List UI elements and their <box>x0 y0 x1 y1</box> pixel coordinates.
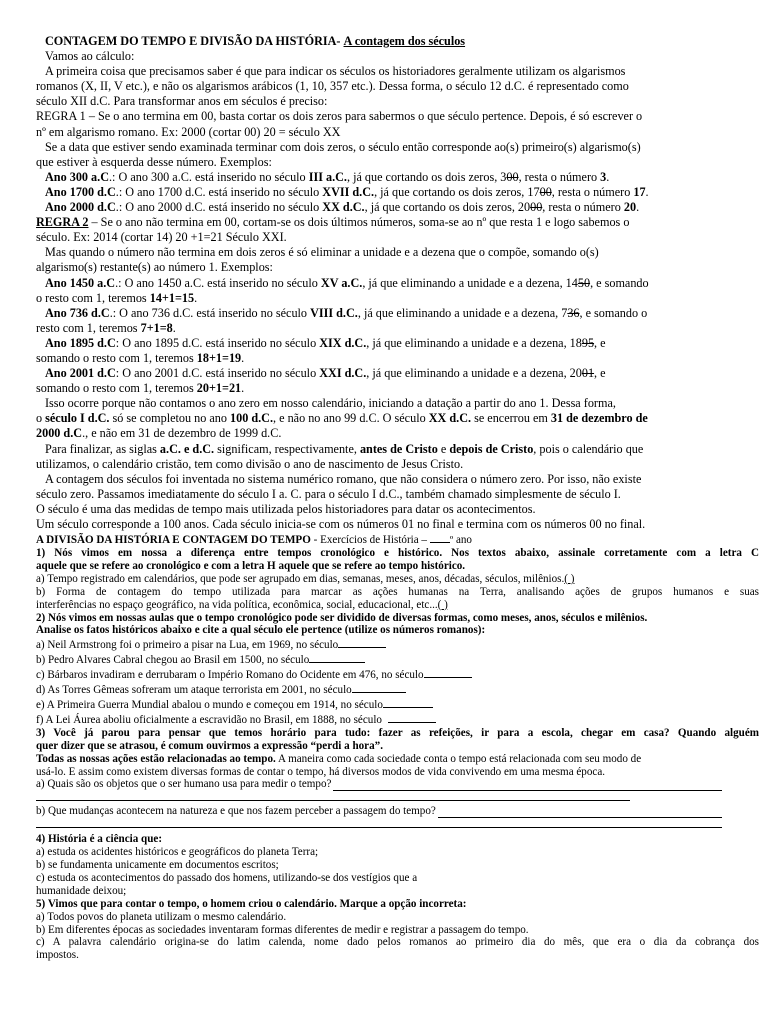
explanation-line: Um século corresponde a 100 anos. Cada século inicia-se com os números 01 no final e termina com os números 00 no final. <box>36 517 646 531</box>
rule1-line: REGRA 1 – Se o ano termina em 00, basta cortar os dois zeros para sabermos o que século pertence. Depois, é só escrever o <box>36 109 643 124</box>
intro-line: A primeira coisa que precisamos saber é que para indicar os séculos os historiadores geralmente utilizam os algarismos <box>45 64 626 79</box>
question-4-option[interactable]: c) estuda os acontecimentos do passado dos homens, utilizando-se dos vestígios que a <box>36 871 418 884</box>
question-5: 5) Vimos que para contar o tempo, o homem criou o calendário. Marque a opção incorreta: <box>36 897 467 910</box>
question-2-item: c) Bárbaros invadiram e derrubaram o Império Romano do Ocidente em 476, no século <box>36 667 759 682</box>
question-2-item: d) As Torres Gêmeas sofreram um ataque terrorista em 2001, no século <box>36 682 759 697</box>
explanation-line: o século I d.C. só se completou no ano 100 d.C., e não no ano 99 d.C. O século XX d.C. se encerrou em 31 de dezembro de <box>36 411 648 426</box>
intro-line: século XII d.C. Para transformar anos em séculos é preciso: <box>36 94 328 109</box>
century-blank[interactable] <box>352 682 406 693</box>
exercises-title: A DIVISÃO DA HISTÓRIA E CONTAGEM DO TEMPO - Exercícios de História – º ano <box>36 534 472 547</box>
exercises-section: A DIVISÃO DA HISTÓRIA E CONTAGEM DO TEMPO - Exercícios de História – º ano 1) Nós vimos em nossa a diferença entre tempos cronológico e histórico. Nos textos abaixo, assinale corretamente com a letra C aquele que se refere ao cronológico e com a letra H aquele que se refere ao tempo histórico. a) Tempo registrado em calendários, que pode ser agrupado em dias, semanas, meses, anos, décadas, séculos, milênios.( ) b) Forma de contagem do tempo utilizada para marcar as ações humanas na Terra, analisando ações de grupos humanos e suas interferências no espaço geográfico, na vida política, econômica, social, educacional, etc...( ) 2) Nós vimos em nossas aulas que o tempo cronológico pode ser dividido de diversas formas, como meses, anos, séculos e milênios. Analise os fatos históricos abaixo e cite a qual século ele pertence (utilize os números romanos): a) Neil Armstrong foi o primeiro a pisar na Lua, em 1969, no século b) Pedro Alvares Cabral chegou ao Brasil em 1500, no século c) Bárbaros invadiram e derrubaram o Império Romano do Ocidente em 476, no século d) As Torres Gêmeas sofreram um ataque terrorista em 2001, no século e) A Primeira Guerra Mundial abalou o mundo e começou em 1914, no século f) A Lei Áurea aboliu oficialmente a escravidão no Brasil, em 1888, no século 3) Você já parou para pensar que temos horário para tudo: fazer as refeições, ir para a escola, chegar em casa? Quando alguém quer dizer que se atrasou, é comum ouvirmos a expressão “perdi a hora”. Todas as nossas ações estão relacionadas ao tempo. A maneira como cada sociedade conta o tempo está relacionada com seu modo de usá-lo. E assim como existem diversas formas de contar o tempo, há diversos modos de vida convivendo em uma mesma época. a) Quais são os objetos que o ser humano usa para medir o tempo? b) Que mudanças acontecem na natureza e que nos fazem perceber a passagem do tempo? 4) História é a ciência que: a) estuda os acidentes históricos e geográficos do planeta Terra; b) se fundamenta unicamente em documentos escritos; c) estuda os acontecimentos do passado dos homens, utilizando-se dos vestígios que a humanidade deixou; 5) Vimos que para contar o tempo, o homem criou o calendário. Marque a opção incorreta: a) Todos povos do planeta utilizam o mesmo calendário. b) Em diferentes épocas as sociedades inventaram formas diferentes de medir e registrar a passagem do tempo. c) A palavra calendário origina-se do latim calenda, nome dado pelos romanos ao primeiro dia do mês, que era o dia da cobrança dos impostos. <box>36 534 759 962</box>
rule1-line: que estiver à esquerda desse número. Exemplos: <box>36 154 272 169</box>
question-2: 2) Nós vimos em nossas aulas que o tempo cronológico pode ser dividido de diversas formas, como meses, anos, séculos e milênios. <box>36 611 648 624</box>
answer-line[interactable] <box>333 780 722 791</box>
intro-line: Vamos ao cálculo: <box>45 49 135 64</box>
question-2-item: b) Pedro Alvares Cabral chegou ao Brasil em 1500, no século <box>36 652 759 667</box>
example-line: Ano 1700 d.C.: O ano 1700 d.C. está inserido no século XVII d.C., já que cortando os dois zeros, 1700, resta o número 17. <box>45 184 649 199</box>
question-4-option-cont: humanidade deixou; <box>36 884 127 897</box>
explanation-line: utilizamos, o calendário cristão, tem como divisão o ano de nascimento de Jesus Cristo. <box>36 456 464 471</box>
question-2-item: e) A Primeira Guerra Mundial abalou o mundo e começou em 1914, no século <box>36 697 759 712</box>
example-line: Ano 1450 a.C.: O ano 1450 a.C. está inserido no século XV a.C., já que eliminando a unidade e a dezena, 1450, e somando <box>45 275 649 290</box>
rule2-line: algarismo(s) restante(s) ao número 1. Exemplos: <box>36 260 273 275</box>
question-2-item: f) A Lei Áurea aboliu oficialmente a escravidão no Brasil, em 1888, no século <box>36 712 759 727</box>
explanation-line: O século é uma das medidas de tempo mais utilizada pelos historiadores para datar os acontecimentos. <box>36 501 536 516</box>
example-line: Ano 1895 d.C: O ano 1895 d.C. está inserido no século XIX d.C., já que eliminando a unidade e a dezena, 1895, e <box>45 335 606 350</box>
rule2-line: Mas quando o número não termina em dois zeros é só eliminar a unidade e a dezena que o compõe, somando o(s) <box>45 245 599 260</box>
explanation-line: 2000 d.C., e não em 31 de dezembro de 1999 d.C. <box>36 426 282 441</box>
century-blank[interactable] <box>388 712 436 723</box>
example-line: somando o resto com 1, teremos 18+1=19. <box>36 350 245 365</box>
question-3-b: b) Que mudanças acontecem na natureza e que nos fazem perceber a passagem do tempo? <box>36 805 722 818</box>
answer-line[interactable] <box>36 799 630 801</box>
example-line: resto com 1, teremos 7+1=8. <box>36 320 176 335</box>
century-blank[interactable] <box>424 667 472 678</box>
intro-line: romanos (X, II, V etc.), e não os algarismos arábicos (1, 10, 357 etc.). Dessa forma, o século 12 d.C. é representado como <box>36 79 629 94</box>
question-3-a: a) Quais são os objetos que o ser humano usa para medir o tempo? <box>36 778 722 791</box>
question-5-option-cont: impostos. <box>36 949 79 962</box>
question-5-option[interactable]: b) Em diferentes épocas as sociedades inventaram formas diferentes de medir e registrar a passagem do tempo. <box>36 923 529 936</box>
answer-line[interactable] <box>438 807 722 818</box>
lesson-text <box>36 34 759 532</box>
example-line: Ano 736 d.C.: O ano 736 d.C. está inserido no século VIII d.C., já que eliminando a unidade e a dezena, 736, e somando o <box>45 305 648 320</box>
explanation-line: Isso ocorre porque não contamos o ano zero em nosso calendário, iniciando a datação a partir do ano 1. Dessa forma, <box>45 396 616 411</box>
century-blank[interactable] <box>309 652 365 663</box>
question-5-option[interactable]: a) Todos povos do planeta utilizam o mesmo calendário. <box>36 910 287 923</box>
question-5-option[interactable]: c) A palavra calendário origina-se do latim calenda, nome dado pelos romanos ao primeiro dia do mês, que era o dia da cobrança dos <box>36 936 759 949</box>
question-1: 1) Nós vimos em nossa a diferença entre tempos cronológico e histórico. Nos textos abaixo, assinale corretamente com a letra C <box>36 547 759 559</box>
example-line: o resto com 1, teremos 14+1=15. <box>36 290 198 305</box>
rule2-line: REGRA 2 – Se o ano não termina em 00, cortam-se os dois últimos números, soma-se ao nº que resta 1 e logo sabemos o <box>36 215 630 230</box>
century-blank[interactable] <box>383 697 433 708</box>
rule2-line: século. Ex: 2014 (cortar 14) 20 +1=21 Século XXI. <box>36 230 287 245</box>
grade-blank[interactable] <box>430 532 450 543</box>
question-1-option-b: b) Forma de contagem do tempo utilizada para marcar as ações humanas na Terra, analisando ações de grupos humanos e suas <box>36 585 759 598</box>
rule1-line: Se a data que estiver sendo examinada terminar com dois zeros, o século então corresponde ao(s) primeiro(s) algarismo(s) <box>45 139 641 154</box>
question-4: 4) História é a ciência que: <box>36 833 163 846</box>
century-blank[interactable] <box>338 637 386 648</box>
example-line: Ano 2000 d.C.: O ano 2000 d.C. está inserido no século XX d.C., já que cortando os dois zeros, 2000, resta o número 20. <box>45 200 640 215</box>
question-1-option-a: a) Tempo registrado em calendários, que pode ser agrupado em dias, semanas, meses, anos, décadas, séculos, milênios.( ) <box>36 572 575 585</box>
example-line: Ano 300 a.C.: O ano 300 a.C. está inserido no século III a.C., já que cortando os dois zeros, 300, resta o número 3. <box>45 169 610 184</box>
page-title: CONTAGEM DO TEMPO E DIVISÃO DA HISTÓRIA- A contagem dos séculos <box>45 34 466 48</box>
answer-box[interactable]: ( ) <box>437 598 448 611</box>
example-line: Ano 2001 d.C: O ano 2001 d.C. está inserido no século XXI d.C., já que eliminando a unidade e a dezena, 2001, e <box>45 366 606 381</box>
rule1-line: nº em algarismo romano. Ex: 2000 (cortar 00) 20 = século XX <box>36 124 341 139</box>
page-subtitle: A contagem dos séculos <box>343 34 466 48</box>
question-4-option[interactable]: b) se fundamenta unicamente em documentos escritos; <box>36 859 279 872</box>
explanation-line: Para finalizar, as siglas a.C. e d.C. significam, respectivamente, antes de Cristo e depois de Cristo, pois o calendário que <box>45 441 644 456</box>
explanation-line: A contagem dos séculos foi inventada no sistema numérico romano, que não considera o número zero. Por isso, não existe <box>45 471 642 486</box>
explanation-line: século zero. Passamos imediatamente do século I a. C. para o século I d.C., também chamado simplesmente de século I. <box>36 486 621 501</box>
question-2-item: a) Neil Armstrong foi o primeiro a pisar na Lua, em 1969, no século <box>36 637 759 652</box>
example-line: somando o resto com 1, teremos 20+1=21. <box>36 381 245 396</box>
question-3: 3) Você já parou para pensar que temos horário para tudo: fazer as refeições, ir para a escola, chegar em casa? Quando alguém <box>36 726 759 739</box>
question-4-option[interactable]: a) estuda os acidentes históricos e geográficos do planeta Terra; <box>36 846 319 859</box>
answer-box[interactable]: ( ) <box>564 572 575 585</box>
